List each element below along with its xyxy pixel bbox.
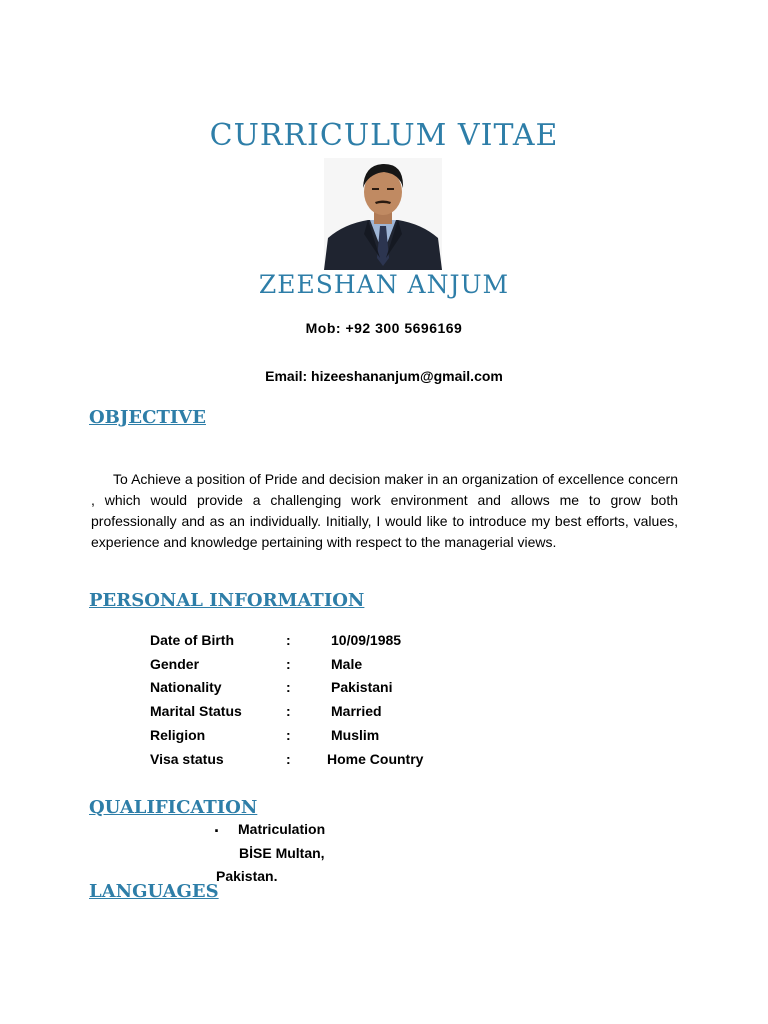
profile-photo	[324, 158, 442, 270]
personal-info-value: Home Country	[327, 751, 424, 767]
personal-info-label: Gender	[150, 656, 200, 672]
cv-title: CURRICULUM VITAE	[209, 118, 559, 153]
personal-info-label: Visa status	[150, 751, 224, 767]
objective-heading: OBJECTIVE	[89, 407, 206, 428]
personal-info-label: Nationality	[150, 679, 222, 695]
personal-info-label: Date of Birth	[150, 632, 234, 648]
personal-info-separator: :	[286, 632, 291, 648]
qualification-bullet: .	[214, 816, 220, 836]
profile-photo-illustration	[324, 158, 442, 270]
personal-info-separator: :	[286, 703, 291, 719]
personal-info-separator: :	[286, 679, 291, 695]
qualification-country: Pakistan.	[216, 868, 278, 884]
personal-info-separator: :	[286, 656, 291, 672]
qualification-board: BİSE Multan,	[239, 845, 325, 861]
mobile-number: Mob: +92 300 5696169	[305, 320, 463, 336]
personal-info-value: Male	[331, 656, 363, 672]
personal-info-value: Pakistani	[331, 679, 393, 695]
qualification-degree: Matriculation	[238, 821, 326, 837]
personal-info-separator: :	[286, 751, 291, 767]
personal-info-value: 10/09/1985	[331, 632, 402, 648]
objective-text: To Achieve a position of Pride and decision maker in an organization of excellence concern , which would provide a challenging work environment and allows me to grow both professionally and as an individually. Initially, I would like to introduce my best efforts, values, experience and knowledge pertaining with respect to the managerial views.	[91, 471, 678, 550]
personal-info-separator: :	[286, 727, 291, 743]
languages-heading: LANGUAGES	[89, 881, 219, 902]
personal-info-label: Religion	[150, 727, 206, 743]
personal-info-value: Married	[331, 703, 382, 719]
personal-info-label: Marital Status	[150, 703, 242, 719]
qualification-heading: QUALIFICATION	[89, 797, 258, 818]
personal-info-value: Muslim	[331, 727, 380, 743]
personal-information-heading: PERSONAL INFORMATION	[89, 590, 365, 611]
candidate-name: ZEESHAN ANJUM	[258, 270, 510, 299]
email-address[interactable]: Email: hizeeshananjum@gmail.com	[265, 368, 503, 384]
